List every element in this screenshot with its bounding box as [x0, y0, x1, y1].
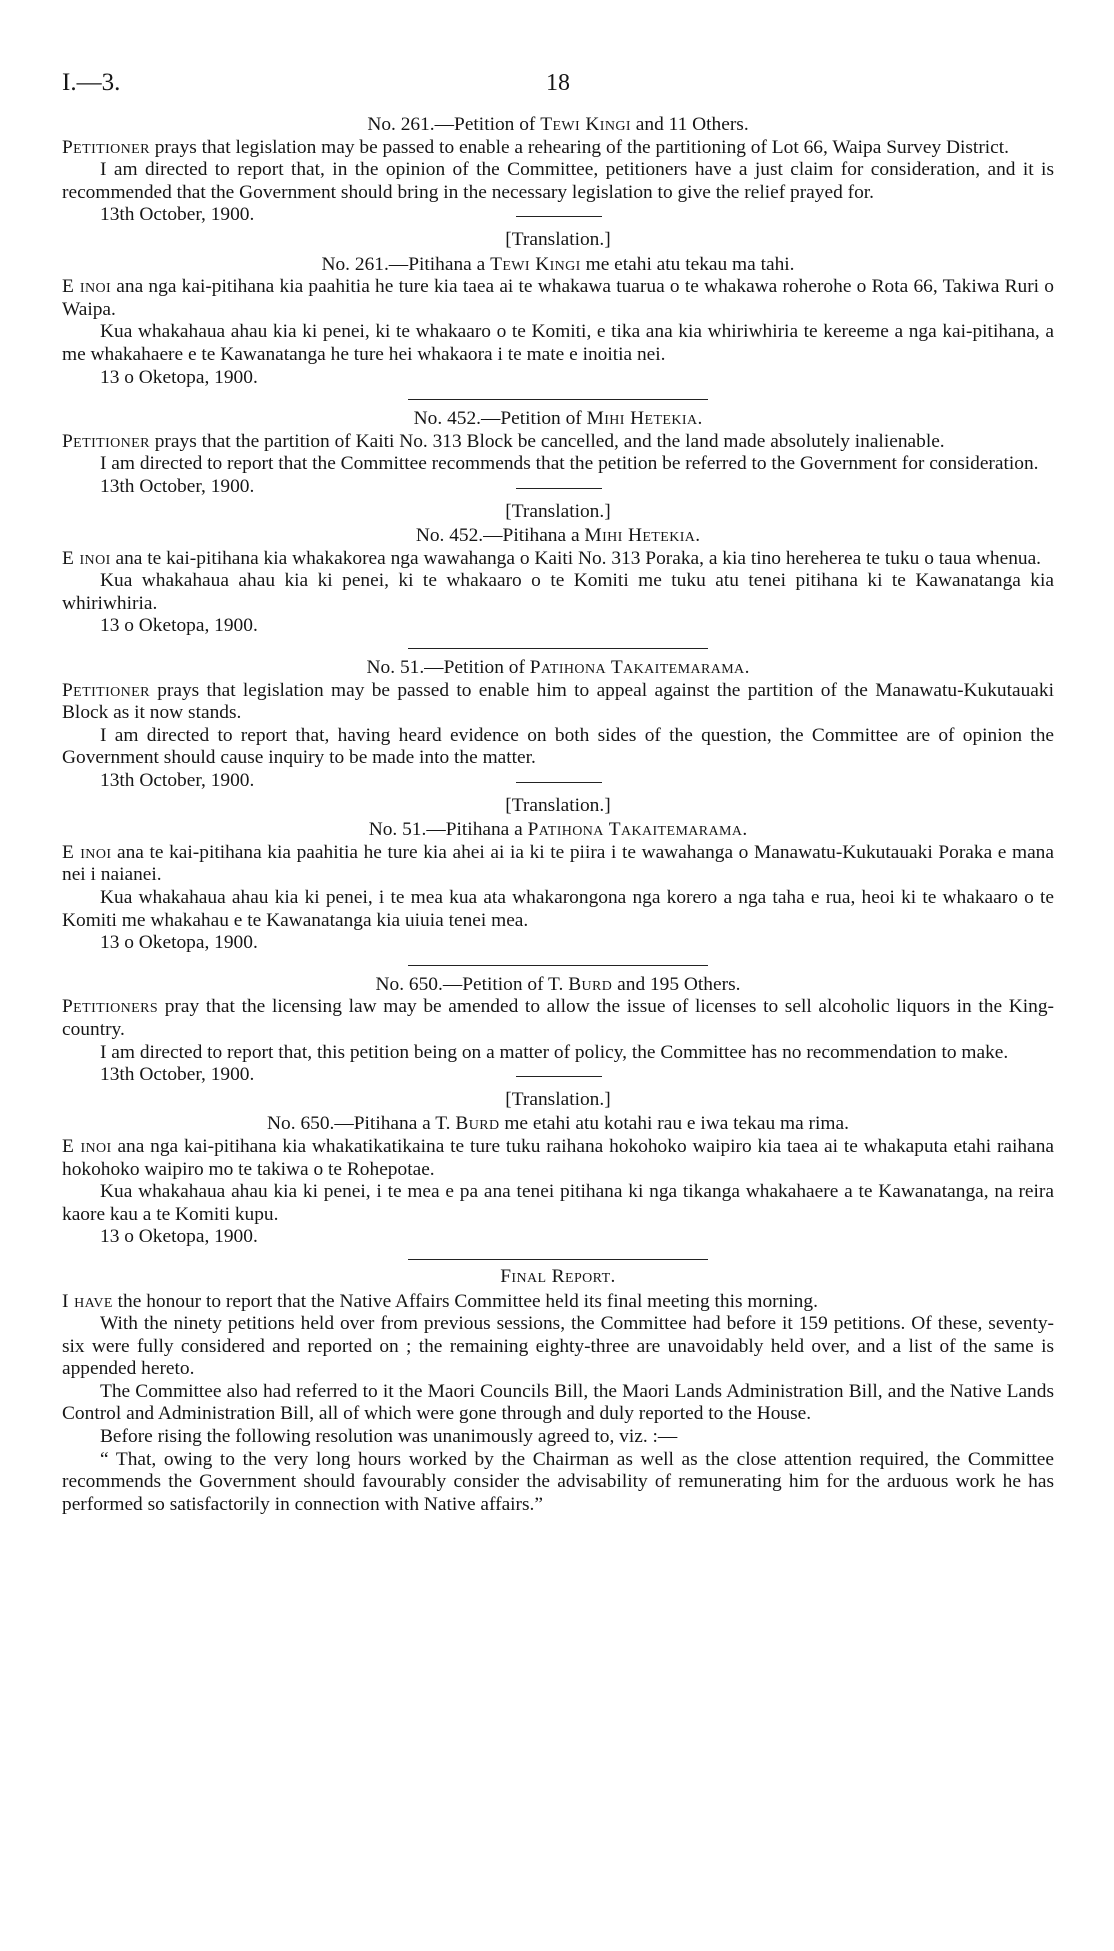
translation-heading	[62, 525, 1054, 548]
committee-report: I am directed to report that the Committee recommends that the petition be referred to the Government for consideration.	[100, 453, 1039, 475]
prayer-lead: Petitioner	[62, 430, 150, 452]
petition-452	[62, 408, 1054, 649]
report-date: 13th October, 1900.	[100, 1064, 255, 1086]
final-report	[62, 1266, 1054, 1517]
short-divider	[516, 488, 602, 499]
prayer-text: prays that the partition of Kaiti No. 313 Block be cancelled, and the land made absolutely inalienable.	[154, 430, 945, 452]
petition-heading-tail: .	[697, 408, 703, 430]
translation-prayer	[62, 276, 1054, 321]
translation-name: Patihona Takaitemarama	[527, 819, 743, 841]
parliamentary-paper-ref: I.—3.	[62, 69, 121, 96]
petitioner-name: Mihi Hetekia	[586, 408, 698, 430]
translation-prayer-lead: E inoi	[62, 841, 112, 863]
translation-heading	[62, 819, 1054, 842]
translation-number: No. 51.—Pitihana a	[368, 819, 523, 841]
translation-prayer	[62, 548, 1054, 571]
report-date: 13th October, 1900.	[100, 770, 255, 792]
committee-report: I am directed to report that, having heard evidence on both sides of the question, the Committee are of opinion the Government should cause inquiry to be made into the matter.	[62, 724, 1054, 769]
petition-prayer	[62, 137, 1054, 160]
petitioner-name: Patihona Takaitemarama	[529, 657, 745, 679]
short-divider	[516, 1076, 602, 1087]
translation-label: [Translation.]	[505, 1088, 611, 1110]
prayer-lead: Petitioners	[62, 996, 159, 1018]
section-divider	[408, 399, 708, 400]
final-report-para-petitions: With the ninety petitions held over from previous sessions, the Committee had before it 159 petitions. Of these, seventy-six were fully considered and reported on ; the remaining eighty-three are unavoidably held over, and a list of the same is appended hereto.	[62, 1313, 1054, 1380]
translation-report: Kua whakahaua ahau kia ki penei, ki te whakaaro o te Komiti me tuku atu tenei pitihana ki te Kawanatanga kia whiriwhiria.	[62, 570, 1054, 614]
prayer-lead: Petitioner	[62, 136, 150, 158]
petition-heading	[62, 114, 1054, 137]
report-date: 13th October, 1900.	[100, 475, 255, 497]
prayer-text: prays that legislation may be passed to enable a rehearing of the partitioning of Lot 66, Waipa Survey District.	[154, 136, 1010, 158]
petitioner-name: Tewi Kingi	[540, 114, 631, 135]
translation-label: [Translation.]	[505, 228, 611, 250]
final-report-intro-lead: I have	[62, 1290, 113, 1312]
translation-report: Kua whakahaua ahau kia ki penei, i te mea e pa ana tenei pitihana ki nga tikanga whakahaere a te Kawanatanga, na reira kaore kau a te Komiti kupu.	[62, 1181, 1054, 1225]
section-divider	[408, 965, 708, 966]
prayer-lead: Petitioner	[62, 679, 150, 701]
final-report-intro	[62, 1291, 1054, 1314]
petition-heading	[62, 408, 1054, 431]
committee-report: I am directed to report that, in the opinion of the Committee, petitioners have a just claim for consideration, and it is recommended that the Government should bring in the necessary legislation to give the relief prayed for.	[62, 159, 1054, 203]
short-divider	[516, 216, 602, 227]
translation-report: Kua whakahaua ahau kia ki penei, ki te whakaaro o te Komiti, e tika ana kia whiriwhiria te kereeme a nga kai-pitihana, a me whakahaere e te Kawanatanga he ture hei whakaora i te mate e inoitia nei.	[62, 321, 1054, 365]
translation-prayer-text: ana te kai-pitihana kia paahitia he ture kia ahei ai ia ki te piira i te wawahanga o Manawatu-Kukutauaki Poraka e mana nei i naianei.	[62, 841, 1054, 886]
translation-number: No. 650.—Pitihana a T.	[267, 1113, 451, 1135]
prayer-text: prays that legislation may be passed to enable him to appeal against the partition of the Manawatu-Kukutauaki Block as it now stands.	[62, 679, 1054, 724]
short-divider	[516, 782, 602, 793]
petition-number: No. 51.—Petition of	[366, 657, 525, 679]
translation-heading-tail: me etahi atu kotahi rau e iwa tekau ma rima.	[504, 1113, 849, 1135]
petitioner-name: Burd	[568, 973, 613, 995]
translation-prayer	[62, 842, 1054, 887]
petition-heading-tail: .	[744, 657, 750, 679]
petition-261	[62, 114, 1054, 400]
petition-prayer	[62, 431, 1054, 454]
report-date: 13th October, 1900.	[100, 204, 255, 226]
translation-heading-tail: me etahi atu tekau ma tahi.	[585, 253, 795, 275]
final-report-heading: Final Report.	[500, 1265, 616, 1287]
translation-heading-tail: .	[695, 525, 701, 547]
translation-name: Mihi Hetekia	[584, 525, 696, 547]
prayer-text: pray that the licensing law may be amended to allow the issue of licenses to sell alcoholic liquors in the King-country.	[62, 996, 1054, 1040]
translation-heading	[62, 1113, 1054, 1136]
translation-date: 13 o Oketopa, 1900.	[100, 615, 258, 637]
petition-number: No. 650.—Petition of T.	[375, 973, 564, 995]
final-report-para-bills: The Committee also had referred to it the Maori Councils Bill, the Maori Lands Administration Bill, and the Native Lands Control and Administration Bill, all of which were gone through and duly reported to the House.	[62, 1380, 1054, 1425]
translation-number: No. 452.—Pitihana a	[415, 525, 580, 547]
translation-label: [Translation.]	[505, 794, 611, 816]
translation-prayer-text: ana nga kai-pitihana kia paahitia he ture kia taea ai te whakawa tuarua o te whakawa roherohe o Rota 66, Takiwa Ruri o Waipa.	[62, 276, 1055, 320]
final-report-intro-text: the honour to report that the Native Affairs Committee held its final meeting this morning.	[117, 1290, 818, 1312]
petition-51	[62, 657, 1054, 966]
translation-prayer-lead: E inoi	[62, 1135, 112, 1157]
translation-heading	[62, 254, 1054, 277]
translation-report: Kua whakahaua ahau kia ki penei, i te mea kua ata whakarongona nga korero a nga taha e rua, heoi ki te whakaaro o te Komiti me whakahau e te Kawanatanga kia uiuia tenei mea.	[62, 887, 1054, 931]
translation-prayer-text: ana nga kai-pitihana kia whakatikatikaina te ture tuku raihana hokohoko waipiro kia taea ai te whakaputa etahi raihana hokohoko waipiro mo te takiwa o te Rohepotae.	[62, 1135, 1055, 1180]
petition-prayer	[62, 680, 1054, 725]
section-divider	[408, 648, 708, 649]
translation-date: 13 o Oketopa, 1900.	[100, 932, 258, 954]
translation-prayer	[62, 1136, 1054, 1181]
petition-number: No. 452.—Petition of	[413, 408, 582, 430]
translation-date: 13 o Oketopa, 1900.	[100, 366, 258, 388]
petition-650	[62, 974, 1054, 1260]
translation-prayer-text: ana te kai-pitihana kia whakakorea nga wawahanga o Kaiti No. 313 Poraka, a kia tino hereherea te tuku o taua whenua.	[115, 547, 1042, 569]
petition-heading	[62, 657, 1054, 680]
translation-prayer-lead: E inoi	[62, 547, 111, 569]
petition-heading-tail: and 195 Others.	[617, 973, 741, 995]
section-divider	[408, 1259, 708, 1260]
page-number: 18	[546, 70, 570, 96]
committee-report: I am directed to report that, this petition being on a matter of policy, the Committee has no recommendation to make.	[100, 1041, 1009, 1063]
translation-date: 13 o Oketopa, 1900.	[100, 1226, 258, 1248]
petition-heading	[62, 974, 1054, 997]
final-report-quote: “ That, owing to the very long hours worked by the Chairman as well as the close attention required, the Committee recommends the Government should favourably consider the advisability of remunerating him for the arduous work he has performed so satisfactorily in connection with Native affairs.”	[62, 1448, 1054, 1515]
final-report-para-resolution: Before rising the following resolution was unanimously agreed to, viz. :—	[100, 1426, 678, 1448]
petition-heading-tail: and 11 Others.	[635, 114, 749, 135]
translation-heading-tail: .	[742, 819, 748, 841]
page-header	[62, 70, 1054, 106]
translation-number: No. 261.—Pitihana a	[321, 253, 486, 275]
petition-number: No. 261.—Petition of	[367, 114, 536, 135]
petition-prayer	[62, 996, 1054, 1041]
translation-label: [Translation.]	[505, 500, 611, 522]
translation-name: Burd	[455, 1113, 500, 1135]
translation-name: Tewi Kingi	[490, 253, 581, 275]
translation-prayer-lead: E inoi	[62, 276, 112, 298]
